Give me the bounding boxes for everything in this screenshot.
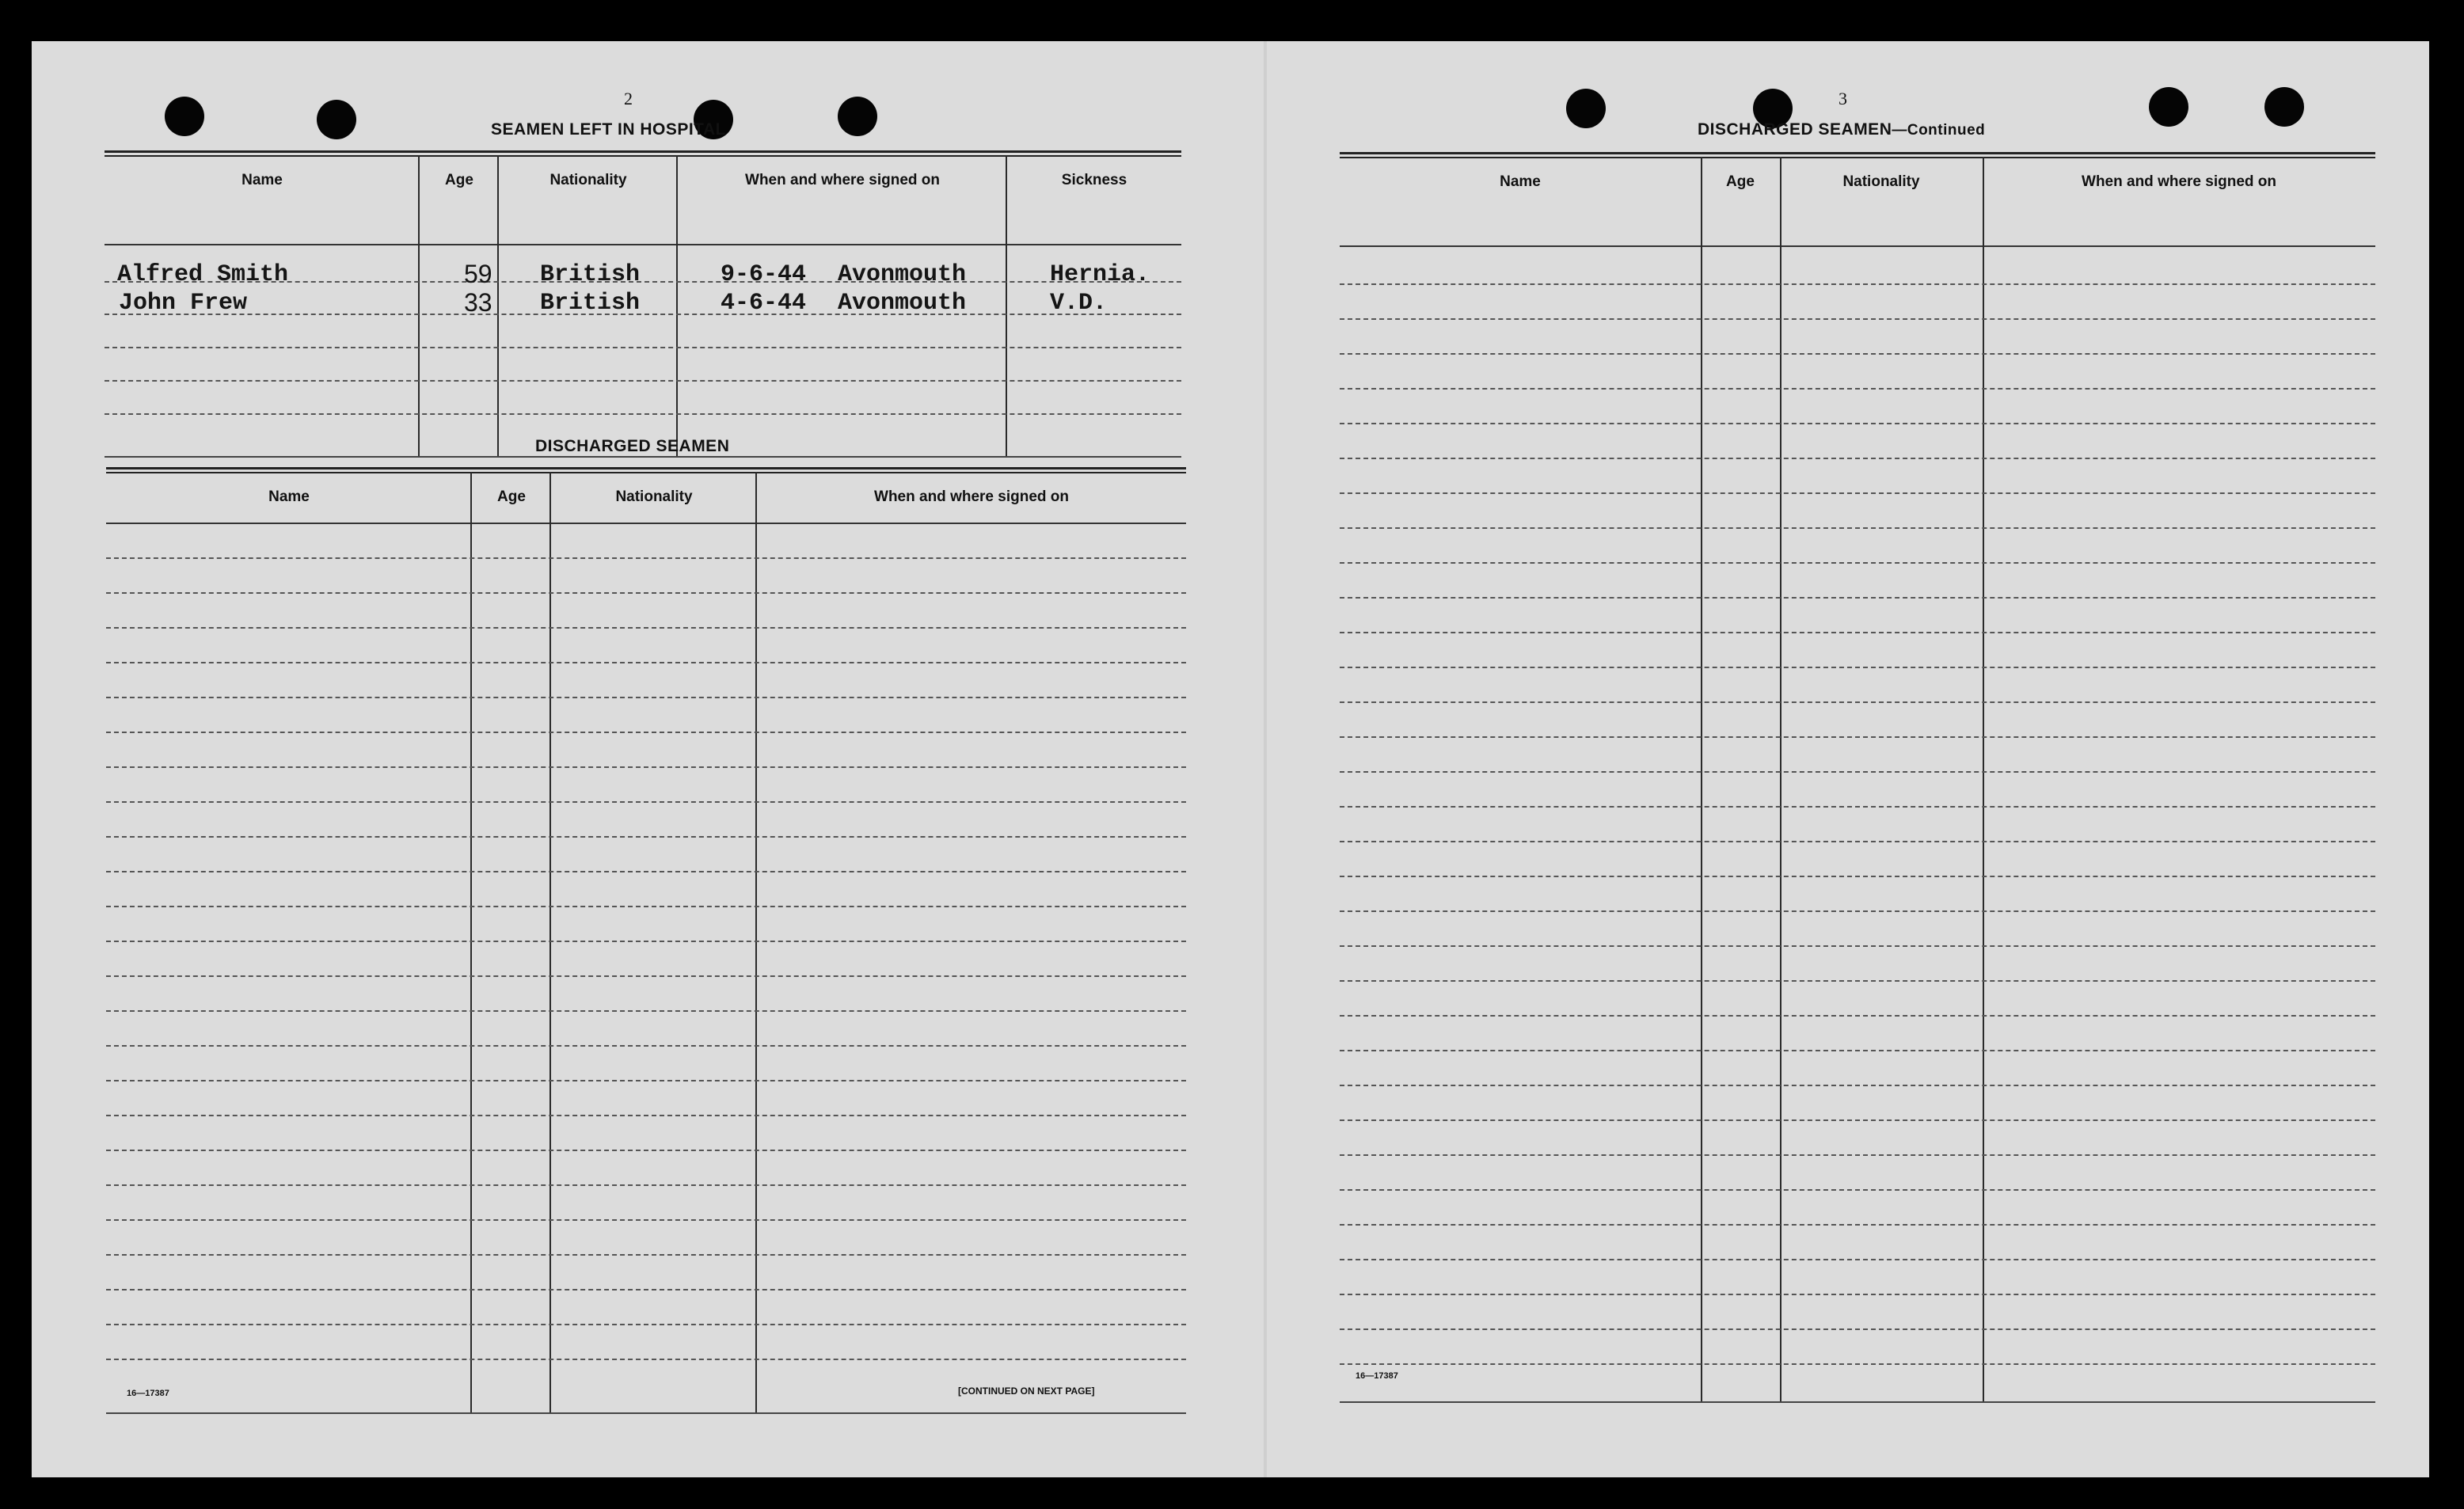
ruled-row-line xyxy=(1340,1328,2375,1330)
hospital-table-header xyxy=(105,157,1181,204)
header-signed-on: When and where signed on xyxy=(745,172,940,188)
header-nationality: Nationality xyxy=(615,488,693,505)
header-age: Age xyxy=(445,172,473,188)
ruled-row-line xyxy=(106,1184,1186,1186)
form-number: 16—17387 xyxy=(1356,1371,1398,1381)
punch-hole xyxy=(1566,89,1606,128)
hospital-row-2-name: John Frew xyxy=(119,290,248,317)
ruled-row-line xyxy=(1340,910,2375,912)
header-name: Name xyxy=(241,172,283,188)
ruled-row-line xyxy=(1340,1259,2375,1260)
hospital-row-2-date: 4-6-44 xyxy=(721,290,807,317)
ruled-row-line xyxy=(106,871,1186,872)
ruled-row-line xyxy=(1340,1189,2375,1191)
ruled-row-line xyxy=(106,906,1186,907)
ruled-row-line xyxy=(106,592,1186,594)
hospital-row-1-nationality: British xyxy=(540,261,641,288)
discharged-continued-table xyxy=(1340,152,2375,1403)
ruled-row-line xyxy=(106,1010,1186,1012)
ruled-row-line xyxy=(106,1219,1186,1221)
ruled-row-line xyxy=(1340,771,2375,773)
title-suffix: —Continued xyxy=(1892,122,1986,139)
ruled-row-line xyxy=(1340,876,2375,877)
table-bottom-rule xyxy=(106,1412,1186,1414)
table-bottom-rule xyxy=(1340,1401,2375,1403)
hospital-row-1-name: Alfred Smith xyxy=(117,261,289,288)
ruled-row-line xyxy=(1340,1294,2375,1295)
header-name: Name xyxy=(1500,173,1541,190)
ruled-row-line xyxy=(106,836,1186,838)
punch-hole xyxy=(165,97,204,136)
ruled-row-line xyxy=(1340,1015,2375,1017)
ruled-row-line xyxy=(1340,283,2375,285)
ruled-row-line xyxy=(106,975,1186,977)
ruled-row-line xyxy=(1340,1050,2375,1051)
ruled-row-line xyxy=(106,732,1186,733)
header-name: Name xyxy=(268,488,310,505)
hospital-row-2-age: 33 xyxy=(464,288,492,317)
ruled-row-line xyxy=(1340,841,2375,842)
ruled-row-line xyxy=(106,1359,1186,1360)
ruled-row-line xyxy=(1340,562,2375,564)
ruled-row-line xyxy=(1340,980,2375,982)
ruled-row-line xyxy=(106,1150,1186,1151)
ruled-row-line xyxy=(106,1080,1186,1081)
hospital-row-1-age: 59 xyxy=(464,260,492,288)
ruled-row-line xyxy=(106,627,1186,629)
discharged-table xyxy=(106,467,1186,1414)
header-nationality: Nationality xyxy=(1842,173,1920,190)
ruled-row-line xyxy=(106,1115,1186,1116)
header-age: Age xyxy=(1726,173,1755,190)
ruled-row-line xyxy=(106,557,1186,559)
hospital-row-2-place: Avonmouth xyxy=(838,290,967,317)
ruled-row-line xyxy=(1340,318,2375,320)
ruled-row-line xyxy=(1340,388,2375,390)
ruled-row-line xyxy=(106,662,1186,663)
ruled-row-line xyxy=(1340,423,2375,424)
hospital-table xyxy=(105,150,1181,459)
ruled-row-line xyxy=(1340,806,2375,808)
header-sickness: Sickness xyxy=(1061,172,1127,188)
ruled-row-line xyxy=(1340,1154,2375,1156)
ruled-row-line xyxy=(106,1289,1186,1290)
ruled-row-line xyxy=(1340,632,2375,633)
header-age: Age xyxy=(497,488,526,505)
ruled-row-line xyxy=(106,941,1186,942)
page-number: 2 xyxy=(624,89,633,108)
ruled-row-line xyxy=(1340,492,2375,494)
ruled-row-line xyxy=(1340,945,2375,947)
ruled-row-line xyxy=(106,766,1186,768)
continued-table-header xyxy=(1340,158,2375,206)
document-sheet xyxy=(32,41,2429,1477)
discharged-table-header xyxy=(106,473,1186,521)
ruled-row-line xyxy=(1340,701,2375,703)
ruled-row-line xyxy=(106,1324,1186,1325)
hospital-section-title: SEAMEN LEFT IN HOSPITAL xyxy=(491,120,726,139)
ruled-row-line xyxy=(1340,1224,2375,1226)
hospital-row-1-date: 9-6-44 xyxy=(721,261,807,288)
ruled-row-line xyxy=(1340,458,2375,459)
hospital-row-1-sickness: Hernia. xyxy=(1050,261,1150,288)
right-page xyxy=(1267,41,2429,1477)
discharged-section-title: DISCHARGED SEAMEN xyxy=(535,437,730,455)
header-signed-on: When and where signed on xyxy=(874,488,1069,505)
ruled-row-line xyxy=(1340,667,2375,668)
continued-section-title xyxy=(1698,120,1985,139)
header-signed-on: When and where signed on xyxy=(2082,173,2276,190)
continued-note: [CONTINUED ON NEXT PAGE] xyxy=(958,1385,1095,1397)
punch-hole xyxy=(2149,87,2188,127)
ruled-row-line xyxy=(1340,1119,2375,1121)
hospital-row-1-place: Avonmouth xyxy=(838,261,967,288)
ruled-row-line xyxy=(1340,527,2375,529)
ruled-row-line xyxy=(106,801,1186,803)
punch-hole xyxy=(317,100,356,139)
punch-hole xyxy=(838,97,877,136)
form-number: 16—17387 xyxy=(127,1389,169,1398)
hospital-row-2-nationality: British xyxy=(540,290,641,317)
page-number: 3 xyxy=(1838,89,1847,108)
header-nationality: Nationality xyxy=(549,172,627,188)
ruled-row-line xyxy=(1340,736,2375,738)
ruled-row-line xyxy=(106,1045,1186,1047)
ruled-row-line xyxy=(1340,597,2375,599)
ruled-row-line xyxy=(1340,1363,2375,1365)
left-page xyxy=(32,41,1267,1477)
ruled-row-line xyxy=(106,697,1186,698)
ruled-row-line xyxy=(1340,1085,2375,1086)
hospital-row-2-sickness: V.D. xyxy=(1050,290,1108,317)
punch-hole xyxy=(2264,87,2304,127)
ruled-row-line xyxy=(106,1254,1186,1256)
title-main: DISCHARGED SEAMEN xyxy=(1698,120,1892,139)
ruled-row-line xyxy=(1340,353,2375,355)
